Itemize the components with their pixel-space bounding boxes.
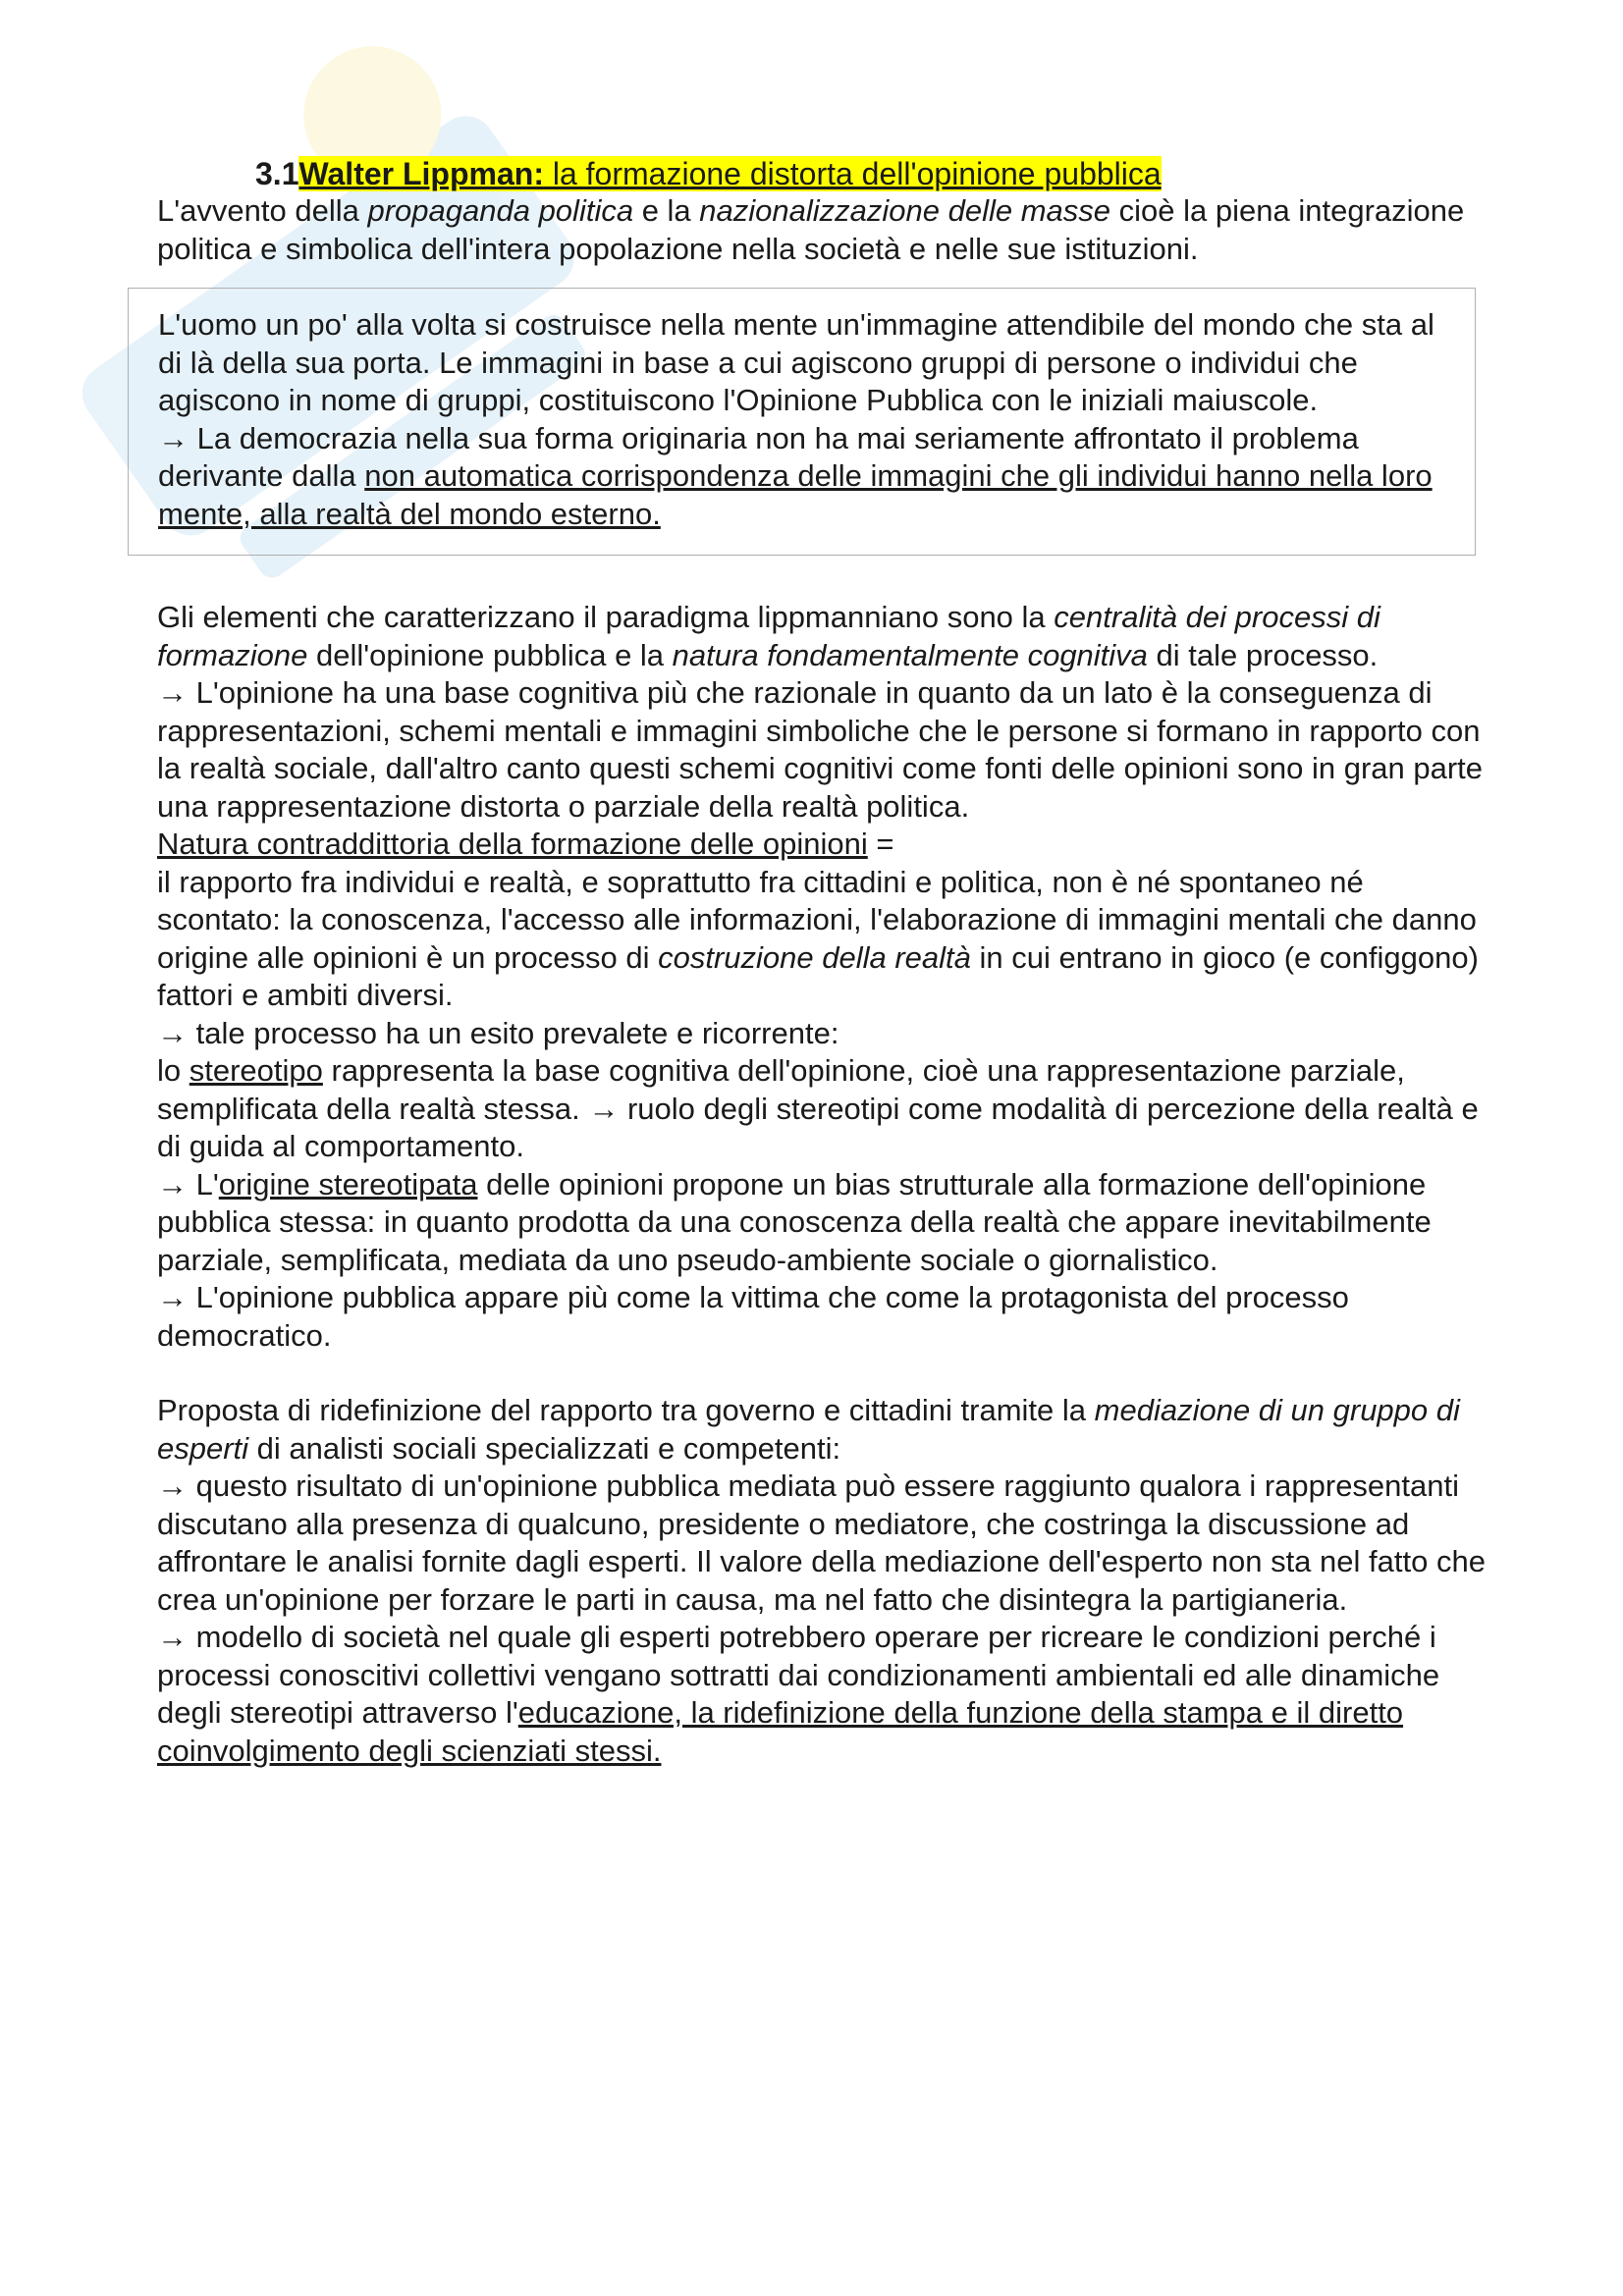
italic-span: centralità dei processi di formazione [157,600,1380,672]
heading-highlight [298,156,1161,191]
text-span: lo [157,1053,189,1088]
text-span: di analisti sociali specializzati e competenti: [248,1430,841,1466]
paragraph-stereotype [157,1052,1492,1166]
paragraph-victim: → L'opinione pubblica appare più come la vittima che come la protagonista del processo democratico. [157,1280,1349,1353]
document-page [157,155,1492,1770]
text-span: dell'opinione pubblica e la [307,637,673,672]
underlined-span: stereotipo [189,1053,323,1088]
text-span: = [867,827,894,861]
paragraph-cognitive: → L'opinione ha una base cognitiva più che razionale in quanto da un lato è la conseguenza di rappresentazioni, schemi mentali e immagini simboliche che le persone si formano in rapporto con la realtà sociale, dall'altro canto questi schemi cognitivi come fonti delle opinioni sono in gran parte una rappresentazione distorta o parziale della realtà politica. [157,675,1484,824]
heading-author: Walter Lippman: [298,156,544,191]
heading-number: 3.1 [255,156,299,191]
italic-span: natura fondamentalmente cognitiva [672,637,1148,672]
text-span: in cui entrano in gioco (e configgono) fattori e ambiti diversi. [157,939,1479,1012]
paragraph-contradiction [157,826,1492,864]
intro-text: L'avvento della [157,193,368,228]
text-span: Gli elementi che caratterizzano il paradigma lippmanniano sono la [157,600,1055,634]
text-span: delle opinioni propone un bias strutturale alla formazione dell'opinione pubblica stessa: in quanto prodotta da una conoscenza della realtà che appare inevitabilmente parziale, semplificata, mediata da uno pseudo-ambiente sociale o giornalistico. [157,1166,1432,1277]
paragraph-mediation: → questo risultato di un'opinione pubblica mediata può essere raggiunto qualora i rappresentanti discutano alla presenza di qualcuno, presidente o mediatore, che costringa la discussione ad affrontare le analisi fornite dagli esperti. Il valore della mediazione dell'esperto non sta nel fatto che crea un'opinione per forzare le parti in causa, ma nel fatto che disintegra la partigianeria. [157,1468,1486,1617]
paragraph-outcome: → tale processo ha un esito prevalete e ricorrente: [157,1015,839,1050]
section-heading [255,155,1492,192]
box-paragraph-2 [158,420,1445,534]
paragraph-proposal [157,1392,1492,1468]
heading-title: la formazione distorta dell'opinione pubblica [543,156,1162,191]
paragraph-elements [157,599,1492,674]
intro-text: e la [633,193,700,228]
box-paragraph: L'uomo un po' alla volta si costruisce nella mente un'immagine attendibile del mondo che sta al di là della sua porta. Le immagini in base a cui agiscono gruppi di persone o individui che agiscono in nome di gruppi, costituiscono l'Opinione Pubblica con le iniziali maiuscole. [158,307,1434,417]
text-span: rappresenta la base cognitiva dell'opinione, cioè una rappresentazione parziale, semplificata della realtà stessa. → ruolo degli stereotipi come modalità di percezione della realtà e di guida al comportamento. [157,1053,1479,1163]
text-span: → modello di società nel quale gli esperti potrebbero operare per ricreare le condizioni perché i processi conoscitivi collettivi vengano sottratti dai condizionamenti ambientali ed alle dinamiche degli stereotipi attraverso l' [157,1620,1440,1730]
text-span: di tale processo. [1147,637,1379,672]
paragraph-society-model [157,1619,1492,1770]
intro-italic: propaganda politica [367,193,634,228]
box-underlined: non automatica corrispondenza delle immagini che gli individui hanno nella loro mente, alla realtà del mondo esterno. [158,458,1433,531]
italic-span: mediazione di un gruppo di esperti [157,1393,1460,1466]
text-span: il rapporto fra individui e realtà, e soprattutto fra cittadini e politica, non è né spontaneo né scontato: la conoscenza, l'accesso alle informazioni, l'elaborazione di immagini mentali che danno origine alle opinioni è un processo di [157,864,1477,975]
intro-text: cioè la piena integrazione politica e simbolica dell'intera popolazione nella società e nelle sue istituzioni. [157,193,1465,266]
quote-box [128,288,1476,556]
box-text: → La democrazia nella sua forma originaria non ha mai seriamente affrontato il problema derivante dalla [158,420,1359,493]
intro-italic: nazionalizzazione delle masse [699,193,1111,228]
underlined-span: origine stereotipata [218,1166,478,1201]
text-span: Proposta di ridefinizione del rapporto tra governo e cittadini tramite la [157,1393,1095,1427]
paragraph-origin [157,1166,1492,1280]
italic-span: costruzione della realtà [658,939,971,975]
text-span: → L' [157,1166,219,1201]
underlined-span: educazione, la ridefinizione della funzione della stampa e il diretto coinvolgimento degli scienziati stessi. [157,1695,1404,1768]
intro-paragraph [157,192,1492,268]
paragraph-relationship [157,864,1492,1015]
underlined-span: Natura contraddittoria della formazione delle opinioni [157,827,868,861]
